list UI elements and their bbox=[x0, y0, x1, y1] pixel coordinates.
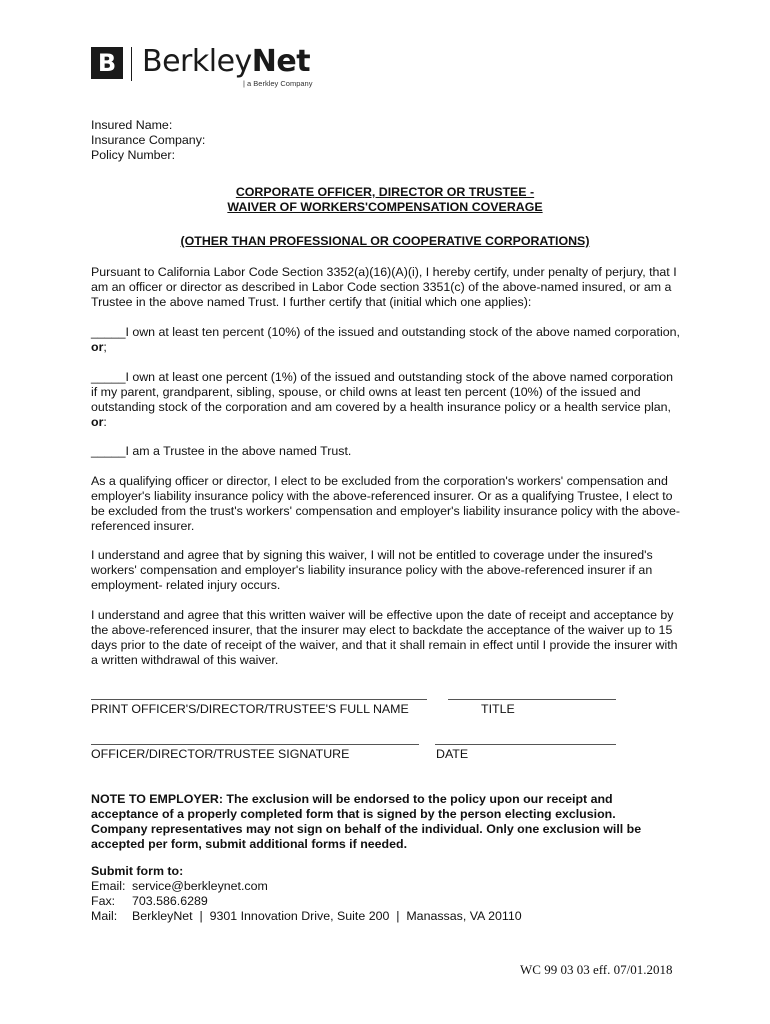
election-paragraph: As a qualifying officer or director, I elect to be excluded from the corporation's workers' compensation and employer's liability insurance policy with the above-referenced insurer. Or as a qualifying Trustee, I elect to be excluded from the trust's workers' compensation and employer's liability insurance policy with the above- referenced insurer. bbox=[91, 474, 681, 533]
option-one-percent-text: _____I own at least one percent (1%) of the issued and outstanding stock of the above named corporation if my parent, grandparent, sibling, spouse, or child owns at least ten percent (10%) of the issued and outstanding stock of the corporation and am covered by a health insurance policy or a health service plan, bbox=[91, 370, 674, 414]
date-label: DATE bbox=[436, 747, 469, 761]
option-ten-percent-text: _____I own at least ten percent (10%) of the issued and outstanding stock of the above named corporation, bbox=[91, 325, 680, 339]
insured-name-label: Insured Name: bbox=[91, 118, 173, 132]
title-signature-line[interactable] bbox=[448, 699, 616, 700]
email-address[interactable]: service@berkleynet.com bbox=[132, 879, 268, 893]
date-line[interactable] bbox=[435, 744, 616, 745]
understand-paragraph-1: I understand and agree that by signing this waiver, I will not be entitled to coverage under the insured's workers' compensation and employer's liability insurance policy with the above-referenced insurer if an employment- related injury occurs. bbox=[91, 548, 653, 592]
option-one-percent-or: or bbox=[91, 415, 104, 429]
fax-label: Fax: bbox=[91, 894, 116, 908]
option-trustee: _____I am a Trustee in the above named Trust. bbox=[91, 444, 352, 458]
option-one-percent bbox=[91, 370, 681, 430]
logo-mark: B bbox=[91, 47, 123, 79]
option-ten-percent bbox=[91, 325, 681, 355]
company-logo-name bbox=[142, 43, 310, 81]
understand-paragraph-2: I understand and agree that this written waiver will be effective upon the date of receipt and acceptance by the above-referenced insurer, that the insurer may elect to backdate the acceptance of the waiver up to 15 days prior to the date of receipt of the waiver, and that it shall remain in effect until I provide the insurer with a written withdrawal of this waiver. bbox=[91, 608, 678, 667]
logo-subtitle: | a Berkley Company bbox=[243, 79, 313, 88]
fax-number: 703.586.6289 bbox=[132, 894, 208, 908]
signature-label: OFFICER/DIRECTOR/TRUSTEE SIGNATURE bbox=[91, 747, 350, 761]
full-name-label: PRINT OFFICER'S/DIRECTOR/TRUSTEE'S FULL NAME bbox=[91, 702, 409, 716]
email-label: Email: bbox=[91, 879, 126, 893]
mail-label: Mail: bbox=[91, 909, 118, 923]
form-title-line2: WAIVER OF WORKERS'COMPENSATION COVERAGE bbox=[227, 200, 543, 214]
form-code: WC 99 03 03 eff. 07/01.2018 bbox=[520, 962, 673, 977]
insurance-company-label: Insurance Company: bbox=[91, 133, 206, 147]
intro-paragraph: Pursuant to California Labor Code Section 3352(a)(16)(A)(i), I hereby certify, under penalty of perjury, that I am an officer or director as described in Labor Code section 3351(c) of the above-named insured, or am a Trustee in the above named Trust. I further certify that (initial which one applies): bbox=[91, 265, 677, 309]
option-ten-percent-end: ; bbox=[103, 340, 107, 354]
policy-number-label: Policy Number: bbox=[91, 148, 176, 162]
submit-heading: Submit form to: bbox=[91, 864, 184, 878]
form-subtitle: (OTHER THAN PROFESSIONAL OR COOPERATIVE CORPORATIONS) bbox=[180, 234, 590, 248]
signature-line[interactable] bbox=[91, 744, 419, 745]
mail-address: BerkleyNet | 9301 Innovation Drive, Suite 200 | Manassas, VA 20110 bbox=[132, 909, 522, 923]
form-title-line1: CORPORATE OFFICER, DIRECTOR OR TRUSTEE - bbox=[235, 185, 535, 199]
name-signature-line[interactable] bbox=[91, 699, 427, 700]
title-label: TITLE bbox=[481, 702, 515, 716]
logo-name-bold: Net bbox=[251, 44, 311, 79]
option-one-percent-end: : bbox=[103, 415, 107, 429]
option-ten-percent-or: or bbox=[91, 340, 104, 354]
note-to-employer: NOTE TO EMPLOYER: The exclusion will be endorsed to the policy upon our receipt and acceptance of a properly completed form that is signed by the person electing exclusion. Company representatives may not sign on behalf of the individual. Only one exclusion will be accepted per form, submit additional forms if needed. bbox=[91, 792, 642, 851]
logo-name-regular: Berkley bbox=[142, 44, 252, 79]
logo-divider bbox=[131, 47, 132, 81]
